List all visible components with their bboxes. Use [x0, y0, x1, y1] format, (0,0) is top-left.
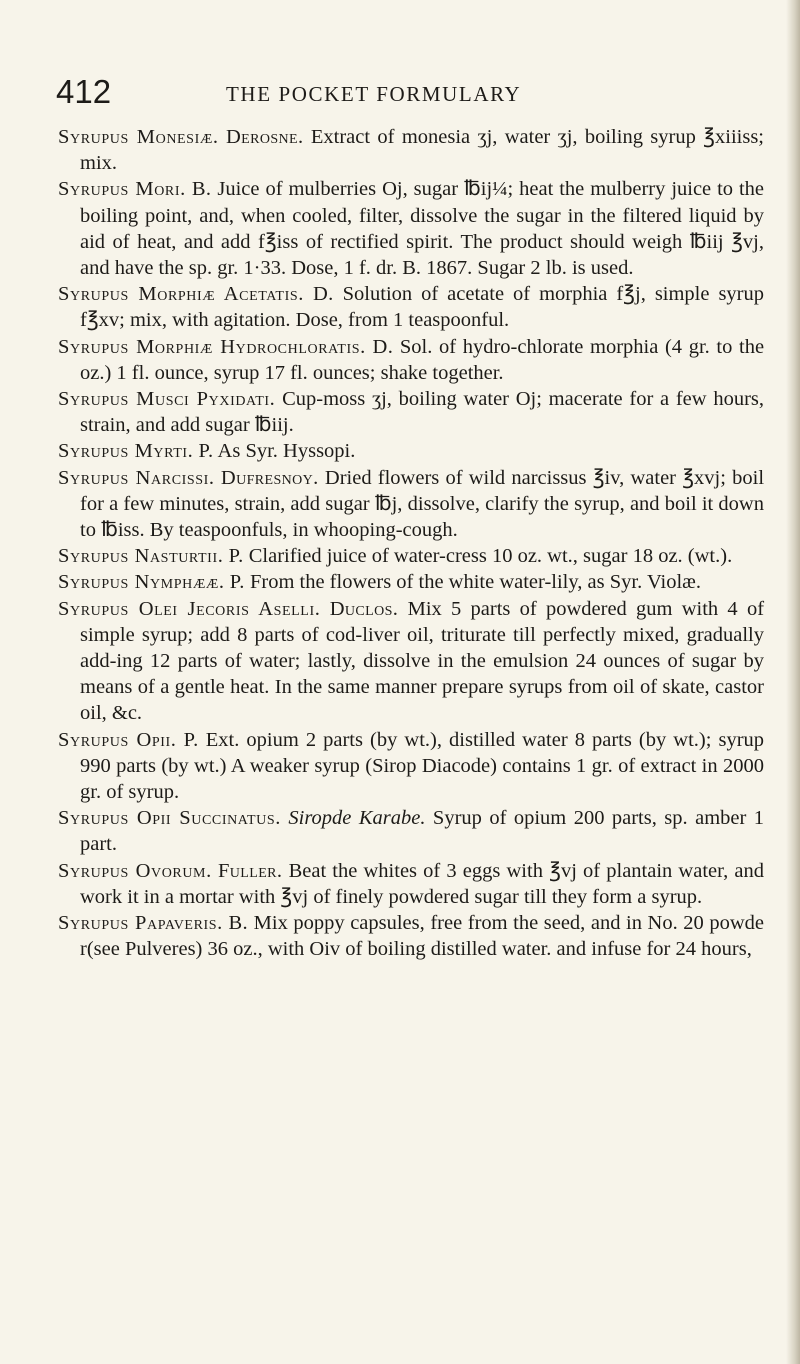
entry-syrupus-opii: Syrupus Opii. P. Ext. opium 2 parts (by wt.), distilled water 8 parts (by wt.); syrup 990 parts (by wt.) A weaker syrup (Sirop Diacode) contains 1 gr. of extract in 2000 gr. of syrup. — [58, 728, 765, 804]
entry-syrupus-nymphaeae: Syrupus Nymphææ. P. From the flowers of the white water-lily, as Syr. Violæ. — [58, 571, 701, 594]
page-header — [56, 74, 746, 114]
entry-syrupus-myrti: Syrupus Myrti. P. As Syr. Hyssopi. — [58, 440, 356, 463]
entry-syrupus-morphiae-acetatis: Syrupus Morphiæ Acetatis. D. Solution of acetate of morphia f℥j, simple syrup f℥xv; mix, with agitation. Dose, from 1 teaspoonful. — [58, 283, 765, 332]
entry-syrupus-monesiae: Syrupus Monesiæ. Derosne. Extract of monesia ʒj, water ʒj, boiling syrup ℥xiiiss; mix. — [58, 126, 765, 175]
entry-syrupus-olei-jecoris-aselli: Syrupus Olei Jecoris Aselli. Duclos. Mix 5 parts of powdered gum with 4 of simple syrup; add 8 parts of cod-liver oil, triturate till perfectly mixed, gradually add-ing 12 parts of water; lastly, dissolve in the emulsion 24 ounces of sugar by means of a gentle heat. In the same manner prepare syrups from oil of skate, castor oil, &c. — [58, 597, 765, 725]
page-number: 412 — [56, 73, 112, 110]
formulary-entries — [58, 124, 764, 963]
entry-syrupus-papaveris: Syrupus Papaveris. B. Mix poppy capsules, free from the seed, and in No. 20 powde r(see Pulveres) 36 oz., with Oiv of boiling distilled water. and infuse for 24 hours, — [58, 912, 764, 961]
entry-syrupus-narcissi: Syrupus Narcissi. Dufresnoy. Dried flowers of wild narcissus ℥iv, water ℥xvj; boil for a few minutes, strain, add sugar ℔j, dissolve, clarify the syrup, and boil it down to ℔iss. By teaspoonfuls, in whooping-cough. — [58, 466, 765, 542]
entry-syrupus-nasturtii: Syrupus Nasturtii. P. Clarified juice of water-cress 10 oz. wt., sugar 18 oz. (wt.). — [58, 545, 733, 568]
entry-syrupus-ovorum: Syrupus Ovorum. Fuller. Beat the whites of 3 eggs with ℥vj of plantain water, and work it in a mortar with ℥vj of finely powdered sugar till they form a syrup. — [58, 859, 765, 908]
entry-syrupus-morphiae-hydrochloratis: Syrupus Morphiæ Hydrochloratis. D. Sol. of hydro-chlorate morphia (4 gr. to the oz.) 1 fl. ounce, syrup 17 fl. ounces; shake together. — [58, 335, 765, 384]
entry-syrupus-mori: Syrupus Mori. B. Juice of mulberries Oj, sugar ℔ij¼; heat the mulberry juice to the boiling point, and, when cooled, filter, dissolve the sugar in the filtered liquid by aid of heat, and add f℥iss of rectified spirit. The product should weigh ℔iij ℥vj, and have the sp. gr. 1·33. Dose, 1 f. dr. B. 1867. Sugar 2 lb. is used. — [58, 178, 765, 280]
running-title: THE POCKET FORMULARY — [226, 82, 522, 106]
entry-syrupus-opii-succinatus: Syrupus Opii Succinatus. Siropde Karabe. Syrup of opium 200 parts, sp. amber 1 part. — [58, 807, 765, 856]
entry-syrupus-musci-pyxidati: Syrupus Musci Pyxidati. Cup-moss ʒj, boiling water Oj; macerate for a few hours, strain, and add sugar ℔iij. — [58, 388, 765, 437]
page-gutter-shadow — [786, 0, 800, 1364]
